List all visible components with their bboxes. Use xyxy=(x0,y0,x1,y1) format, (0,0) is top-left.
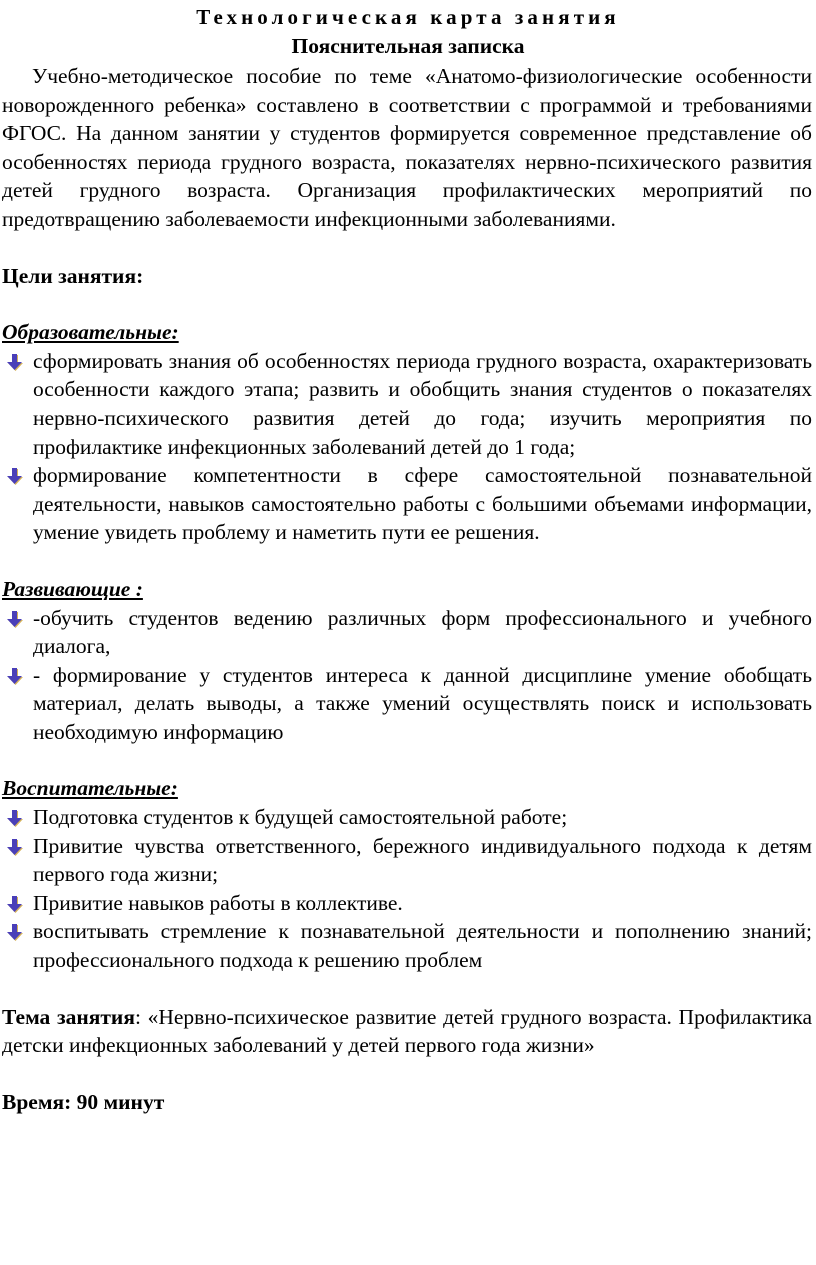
arrow-down-bullet-icon xyxy=(4,609,24,629)
list-item xyxy=(0,604,816,661)
document-subtitle: Пояснительная записка xyxy=(291,34,525,58)
arrow-down-bullet-icon xyxy=(4,922,24,942)
arrow-down-bullet-icon xyxy=(4,837,24,857)
upbringing-list xyxy=(0,803,816,975)
list-item-text: Привитие навыков работы в коллективе. xyxy=(33,890,403,915)
document-title: Технологическая карта занятия xyxy=(196,5,620,29)
list-item xyxy=(0,803,816,832)
list-item xyxy=(0,832,816,889)
educational-list xyxy=(0,347,816,547)
lesson-time: Время: 90 минут xyxy=(2,1089,165,1114)
spacer xyxy=(0,547,816,575)
arrow-down-bullet-icon xyxy=(4,352,24,372)
arrow-down-bullet-icon xyxy=(4,894,24,914)
list-item-text: формирование компетентности в сфере самостоятельной познавательной деятельности, навыков самостоятельно работы с большими объемами информации, умение увидеть проблему и наметить пути ее решения. xyxy=(33,463,812,545)
spacer xyxy=(0,746,816,774)
list-item-text: -обучить студентов ведению различных форм профессионального и учебного диалога, xyxy=(33,605,812,659)
spacer xyxy=(0,290,816,318)
developmental-list xyxy=(0,604,816,747)
list-item xyxy=(0,461,816,547)
intro-paragraph: Учебно-методическое пособие по теме «Анатомо-физиологические особенности новорожденного ребенка» составлено в соответствии с программой и требованиями ФГОС. На данном занятии у студентов формируется современное представление об особенностях периода грудного возраста, показателях нервно-психического развития детей грудного возраста. Организация профилактических мероприятий по предотвращению заболеваемости инфекционными заболеваниями. xyxy=(2,64,812,231)
list-item-text: Подготовка студентов к будущей самостоятельной работе; xyxy=(33,805,568,830)
upbringing-heading: Воспитательные: xyxy=(2,776,178,801)
list-item xyxy=(0,917,816,974)
list-item-text: Привитие чувства ответственного, бережного индивидуального подхода к детям первого года жизни; xyxy=(33,833,812,887)
document-page xyxy=(0,4,816,1265)
list-item xyxy=(0,889,816,918)
topic-text: : «Нервно-психическое развитие детей грудного возраста. Профилактика детски инфекционных заболеваний у детей первого года жизни» xyxy=(2,1004,812,1058)
spacer xyxy=(0,975,816,1003)
list-item xyxy=(0,347,816,461)
goals-heading: Цели занятия: xyxy=(2,263,144,288)
educational-heading: Образовательные: xyxy=(2,320,179,345)
topic-label: Тема занятия xyxy=(2,1004,135,1029)
arrow-down-bullet-icon xyxy=(4,808,24,828)
list-item-text: - формирование у студентов интереса к данной дисциплине умение обобщать материал, делать выводы, а также умений осуществлять поиск и использовать необходимую информацию xyxy=(33,662,812,744)
spacer xyxy=(0,1060,816,1088)
list-item xyxy=(0,661,816,747)
topic-paragraph xyxy=(0,1003,816,1060)
spacer xyxy=(0,234,816,262)
list-item-text: воспитывать стремление к познавательной деятельности и пополнению знаний; профессионального подхода к решению проблем xyxy=(33,919,812,973)
arrow-down-bullet-icon xyxy=(4,466,24,486)
arrow-down-bullet-icon xyxy=(4,666,24,686)
list-item-text: сформировать знания об особенностях периода грудного возраста, охарактеризовать особенности каждого этапа; развить и обобщить знания студентов о показателях нервно-психического развития детей до года; изучить мероприятия по профилактике инфекционных заболеваний детей до 1 года; xyxy=(33,348,812,459)
developmental-heading: Развивающие : xyxy=(2,576,143,601)
